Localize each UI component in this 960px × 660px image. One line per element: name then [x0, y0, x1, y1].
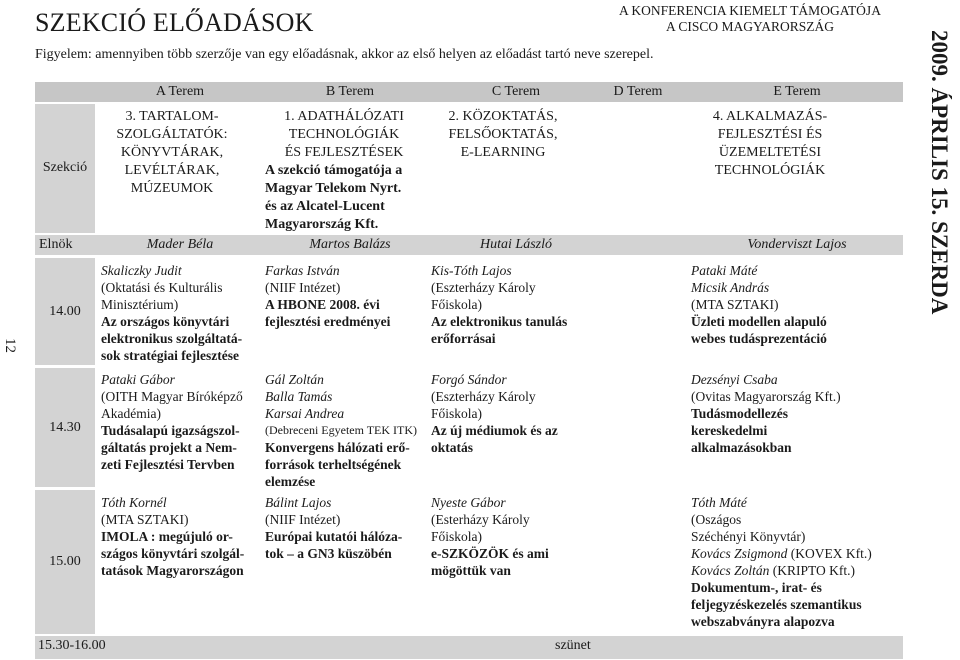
sponsor-note — [560, 3, 940, 35]
session-a-line: LEVÉLTÁRAK, — [124, 163, 220, 178]
speaker-affiliation: (KRIPTO Kft.) — [769, 563, 856, 578]
session-e-line: FEJLESZTÉSI ÉS — [717, 127, 823, 142]
room-e: E Terem — [773, 84, 821, 99]
speaker-name: Skaliczky Judit — [101, 263, 182, 278]
talk-title: A HBONE 2008. évi — [265, 297, 380, 312]
slot-3-e — [691, 494, 896, 630]
session-a-line: SZOLGÁLTATÓK: — [116, 127, 228, 142]
room-a: A Terem — [155, 84, 205, 99]
speaker-affiliation: (NIIF Intézet) — [265, 280, 341, 295]
room-c: C Terem — [491, 84, 541, 99]
speaker-affiliation: (Oktatási és Kulturális — [101, 280, 223, 295]
session-b-sponsor-line: és az Alcatel-Lucent — [265, 199, 385, 214]
slot-3-time: 15.00 — [49, 554, 81, 569]
speaker-affiliation: Széchényi Könyvtár) — [691, 529, 806, 544]
slot-3-c — [431, 494, 591, 579]
speaker-name: Farkas István — [265, 263, 340, 278]
speaker-name: Karsai Andrea — [265, 406, 345, 421]
speaker-name: Tóth Máté — [691, 495, 747, 510]
speaker-name: Nyeste Gábor — [431, 495, 506, 510]
speaker-name: Balla Tamás — [265, 389, 333, 404]
talk-title: e-SZKÖZÖK és ami — [431, 546, 549, 561]
slot-2-a — [101, 371, 261, 473]
session-b-sponsor-line: A szekció támogatója a — [265, 163, 403, 178]
chair-e: Vonderviszt Lajos — [747, 237, 847, 252]
chair-b: Martos Balázs — [309, 237, 391, 252]
speaker-affiliation: Főiskola) — [431, 406, 483, 421]
talk-title: Tudásalapú igazságszol- — [101, 423, 240, 438]
speaker-name: Pataki Máté — [691, 263, 758, 278]
session-c-line: 2. KÖZOKTATÁS, — [448, 109, 558, 124]
speaker-affiliation: (Esterházy Károly — [431, 512, 530, 527]
slot-2-b — [265, 371, 431, 490]
talk-title: feljegyzéskezelés szemantikus — [691, 597, 862, 612]
talk-title: Dokumentum-, irat- és — [691, 580, 822, 595]
speaker-name: Gál Zoltán — [265, 372, 324, 387]
talk-title: Tudásmodellezés — [691, 406, 789, 421]
session-e-line: ÜZEMELTETÉSI — [718, 145, 822, 160]
speaker-name: Dezsényi Csaba — [691, 372, 778, 387]
speaker-affiliation: (MTA SZTAKI) — [101, 512, 189, 527]
co-speaker-2 — [691, 562, 896, 579]
talk-title: Az elektronikus tanulás — [431, 314, 568, 329]
slot-1-a — [101, 262, 261, 364]
break-bar — [35, 636, 903, 659]
talk-title: alkalmazásokban — [691, 440, 792, 455]
session-e — [685, 108, 855, 180]
speaker-affiliation: (MTA SZTAKI) — [691, 297, 779, 312]
speaker-name: Kovács Zoltán — [691, 563, 770, 578]
talk-title: Az országos könyvtári — [101, 314, 230, 329]
talk-title: Az új médiumok és az — [431, 423, 558, 438]
talk-title: tatások Magyarországon — [101, 563, 244, 578]
author-note: Figyelem: amennyiben több szerzője van egy előadásnak, akkor az első helyen az előadást tartó neve szerepel. — [35, 47, 654, 62]
side-date — [920, 28, 960, 348]
slot-2-e — [691, 371, 891, 456]
talk-title: kereskedelmi — [691, 423, 768, 438]
chair-c: Hutai László — [480, 237, 552, 252]
speaker-affiliation: (Ovitas Magyarország Kft.) — [691, 389, 841, 404]
chairs-label: Elnök — [39, 237, 73, 252]
session-a — [97, 108, 247, 198]
chair-a: Mader Béla — [146, 237, 214, 252]
talk-title: források terheltségének — [265, 457, 402, 472]
session-e-line: TECHNOLÓGIÁK — [714, 163, 826, 178]
break-label: szünet — [555, 638, 591, 653]
talk-title: zeti Fejlesztési Tervben — [101, 457, 235, 472]
co-speaker-1 — [691, 545, 896, 562]
talk-title: elektronikus szolgáltatá- — [101, 331, 243, 346]
session-a-line: KÖNYVTÁRAK, — [120, 145, 224, 160]
session-c-line: E-LEARNING — [460, 145, 546, 160]
session-e-line: 4. ALKALMAZÁS- — [712, 109, 828, 124]
speaker-affiliation: (Eszterházy Károly — [431, 280, 536, 295]
talk-title: gáltatás projekt a Nem- — [101, 440, 237, 455]
session-b — [263, 108, 425, 234]
slot-1-c — [431, 262, 591, 347]
session-c-line: FELSŐOKTATÁS, — [448, 127, 558, 142]
talk-title: erőforrásai — [431, 331, 496, 346]
sponsor-line-1: A KONFERENCIA KIEMELT TÁMOGATÓJA — [619, 3, 881, 18]
talk-title: webes tudásprezentáció — [691, 331, 827, 346]
speaker-name: Forgó Sándor — [431, 372, 507, 387]
page-title: SZEKCIÓ ELŐADÁSOK — [35, 8, 314, 37]
session-c — [427, 108, 579, 162]
slot-1-e — [691, 262, 891, 347]
speaker-affiliation: (Eszterházy Károly — [431, 389, 536, 404]
talk-title: szágos könyvtári szolgál- — [101, 546, 245, 561]
speaker-affiliation: Akadémia) — [101, 406, 161, 421]
talk-title: IMOLA : megújuló or- — [101, 529, 233, 544]
speaker-name: Kis-Tóth Lajos — [431, 263, 512, 278]
talk-title: sok stratégiai fejlesztése — [101, 348, 239, 363]
speaker-name: Pataki Gábor — [101, 372, 175, 387]
talk-title: Európai kutatói hálóza- — [265, 529, 403, 544]
talk-title: tok – a GN3 küszöbén — [265, 546, 392, 561]
talk-title: Konvergens hálózati erő- — [265, 440, 410, 455]
session-b-sponsor-line: Magyar Telekom Nyrt. — [265, 181, 402, 196]
speaker-affiliation: (NIIF Intézet) — [265, 512, 341, 527]
break-time: 15.30-16.00 — [38, 638, 106, 653]
talk-title: webszabványra alapozva — [691, 614, 835, 629]
speaker-affiliation: (Oszágos — [691, 512, 742, 527]
speaker-name: Bálint Lajos — [265, 495, 332, 510]
slot-3-a — [101, 494, 261, 579]
speaker-affiliation: Minisztérium) — [101, 297, 179, 312]
slot-1-b — [265, 262, 425, 330]
talk-title: mögöttük van — [431, 563, 511, 578]
talk-title: elemzése — [265, 474, 316, 489]
slot-2-time: 14.30 — [49, 420, 81, 435]
session-label: Szekció — [42, 160, 88, 175]
sponsor-line-2: A CISCO MAGYARORSZÁG — [665, 19, 835, 34]
room-d: D Terem — [613, 84, 663, 99]
speaker-affiliation: (OITH Magyar Bíróképző — [101, 389, 243, 404]
session-b-sponsor-line: Magyarország Kft. — [265, 217, 379, 232]
side-date-text: 2009. ÁPRILIS 15. SZERDA — [927, 30, 952, 315]
speaker-affiliation: (KOVEX Kft.) — [787, 546, 872, 561]
schedule-grid — [35, 82, 903, 659]
page-number — [0, 335, 22, 365]
session-b-sponsor — [263, 162, 425, 234]
speaker-affiliation: Főiskola) — [431, 529, 483, 544]
speaker-name: Micsik András — [691, 280, 770, 295]
slot-3-b — [265, 494, 425, 562]
talk-title: Üzleti modellen alapuló — [691, 314, 827, 329]
speaker-affiliation: Főiskola) — [431, 297, 483, 312]
talk-title: fejlesztési eredményei — [265, 314, 391, 329]
slot-2-c — [431, 371, 591, 456]
session-a-line: 3. TARTALOM- — [125, 109, 219, 124]
session-b-line: ÉS FEJLESZTÉSEK — [284, 145, 404, 160]
room-b: B Terem — [325, 84, 375, 99]
page-number-text: 12 — [2, 338, 18, 353]
speaker-affiliation: (Debreceni Egyetem TEK ITK) — [265, 423, 418, 437]
session-a-line: MÚZEUMOK — [130, 181, 214, 196]
speaker-name: Tóth Kornél — [101, 495, 167, 510]
session-b-line: 1. ADATHÁLÓZATI — [284, 109, 404, 124]
slot-1-time: 14.00 — [49, 304, 81, 319]
session-b-line: TECHNOLÓGIÁK — [288, 127, 400, 142]
speaker-name: Kovács Zsigmond — [691, 546, 788, 561]
talk-title: oktatás — [431, 440, 474, 455]
